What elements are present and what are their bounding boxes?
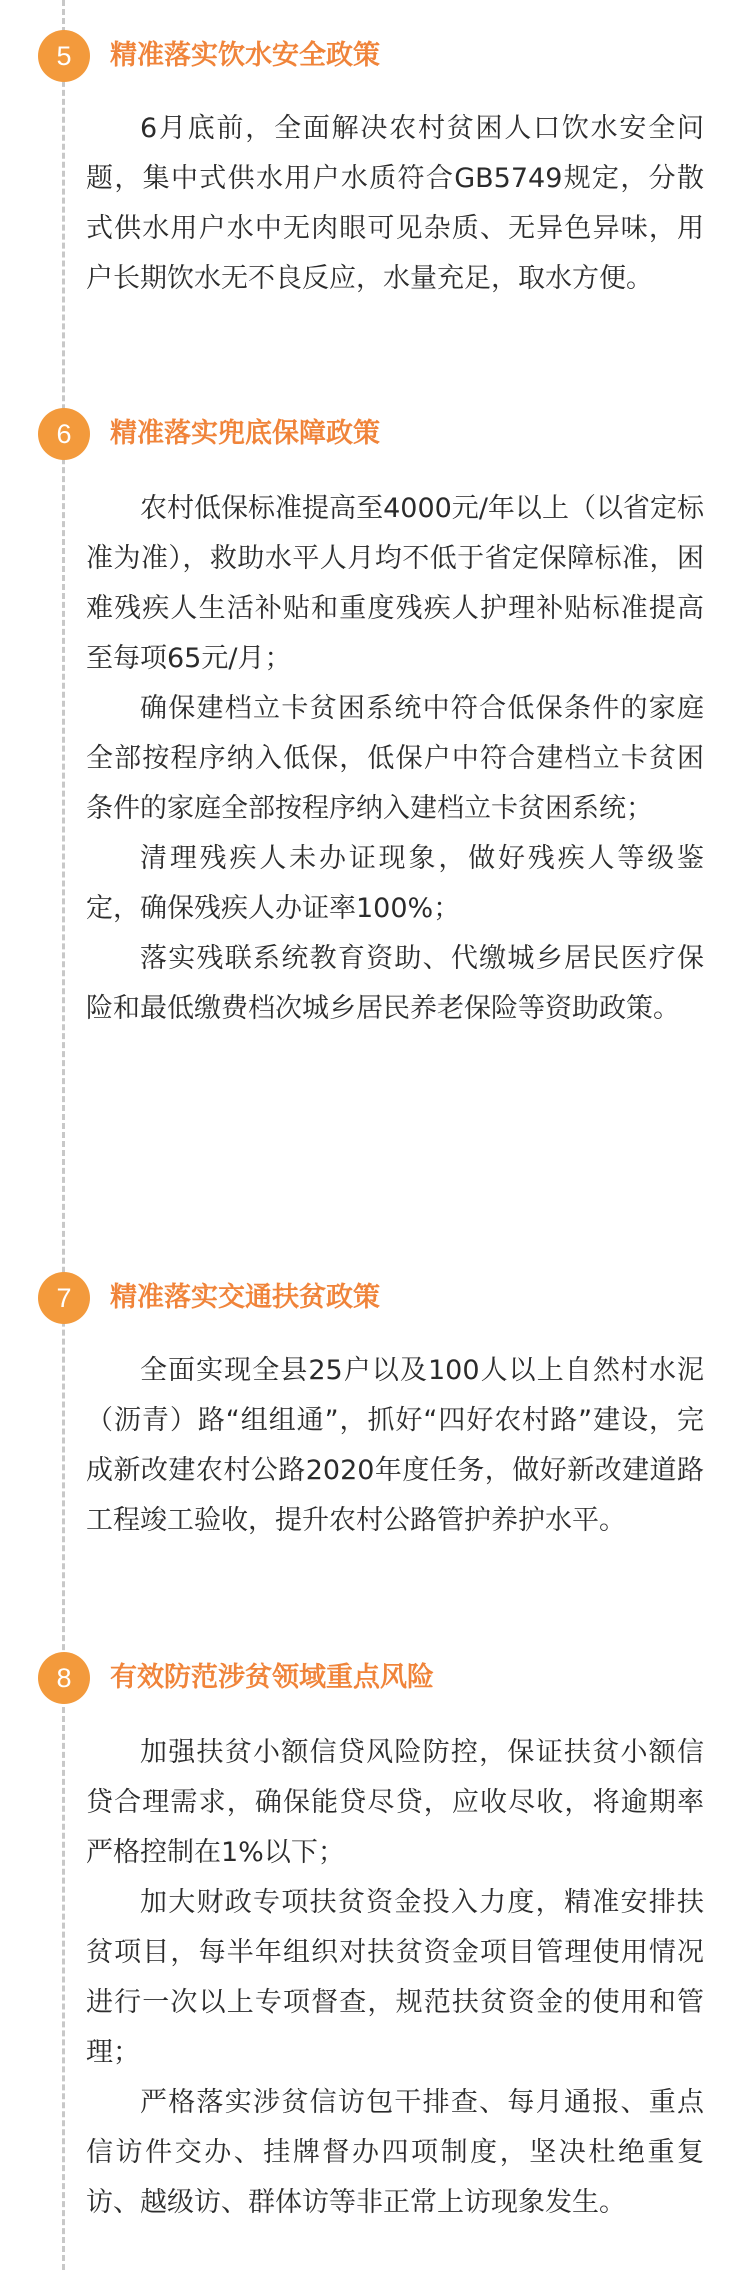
paragraph: 确保建档立卡贫困系统中符合低保条件的家庭全部按程序纳入低保，低保户中符合建档立卡贫困条件的家庭全部按程序纳入建档立卡贫困系统； [86,693,704,824]
section-body [86,104,704,304]
paragraph: 加强扶贫小额信贷风险防控，保证扶贫小额信贷合理需求，确保能贷尽贷，应收尽收，将逾期率严格控制在1%以下； [86,1737,704,1868]
section-number-badge: 5 [38,30,90,82]
section-title: 有效防范涉贫领域重点风险 [110,1662,434,1693]
section-title: 精准落实交通扶贫政策 [110,1282,380,1313]
section-title: 精准落实兜底保障政策 [110,418,380,449]
section-title: 精准落实饮水安全政策 [110,40,380,71]
section-number-badge: 6 [38,408,90,460]
section-body [86,484,704,1034]
paragraph: 农村低保标准提高至4000元/年以上（以省定标准为准），救助水平人月均不低于省定保障标准，困难残疾人生活补贴和重度残疾人护理补贴标准提高至每项65元/月； [86,493,704,674]
section-body [86,1728,704,2228]
timeline-dashed-line [62,0,65,2270]
paragraph: 6月底前，全面解决农村贫困人口饮水安全问题，集中式供水用户水质符合GB5749规定，分散式供水用户水中无肉眼可见杂质、无异色异味，用户长期饮水无不良反应，水量充足，取水方便。 [86,113,704,294]
section-number-badge: 8 [38,1652,90,1704]
section-body [86,1346,704,1546]
paragraph: 严格落实涉贫信访包干排查、每月通报、重点信访件交办、挂牌督办四项制度，坚决杜绝重复访、越级访、群体访等非正常上访现象发生。 [86,2087,704,2218]
section-number-badge: 7 [38,1272,90,1324]
paragraph: 清理残疾人未办证现象，做好残疾人等级鉴定，确保残疾人办证率100%； [86,843,704,924]
paragraph: 全面实现全县25户以及100人以上自然村水泥（沥青）路“组组通”，抓好“四好农村路”建设，完成新改建农村公路2020年度任务，做好新改建道路工程竣工验收，提升农村公路管护养护水平。 [86,1355,704,1536]
paragraph: 落实残联系统教育资助、代缴城乡居民医疗保险和最低缴费档次城乡居民养老保险等资助政策。 [86,943,704,1024]
paragraph: 加大财政专项扶贫资金投入力度，精准安排扶贫项目，每半年组织对扶贫资金项目管理使用情况进行一次以上专项督查，规范扶贫资金的使用和管理； [86,1887,704,2068]
